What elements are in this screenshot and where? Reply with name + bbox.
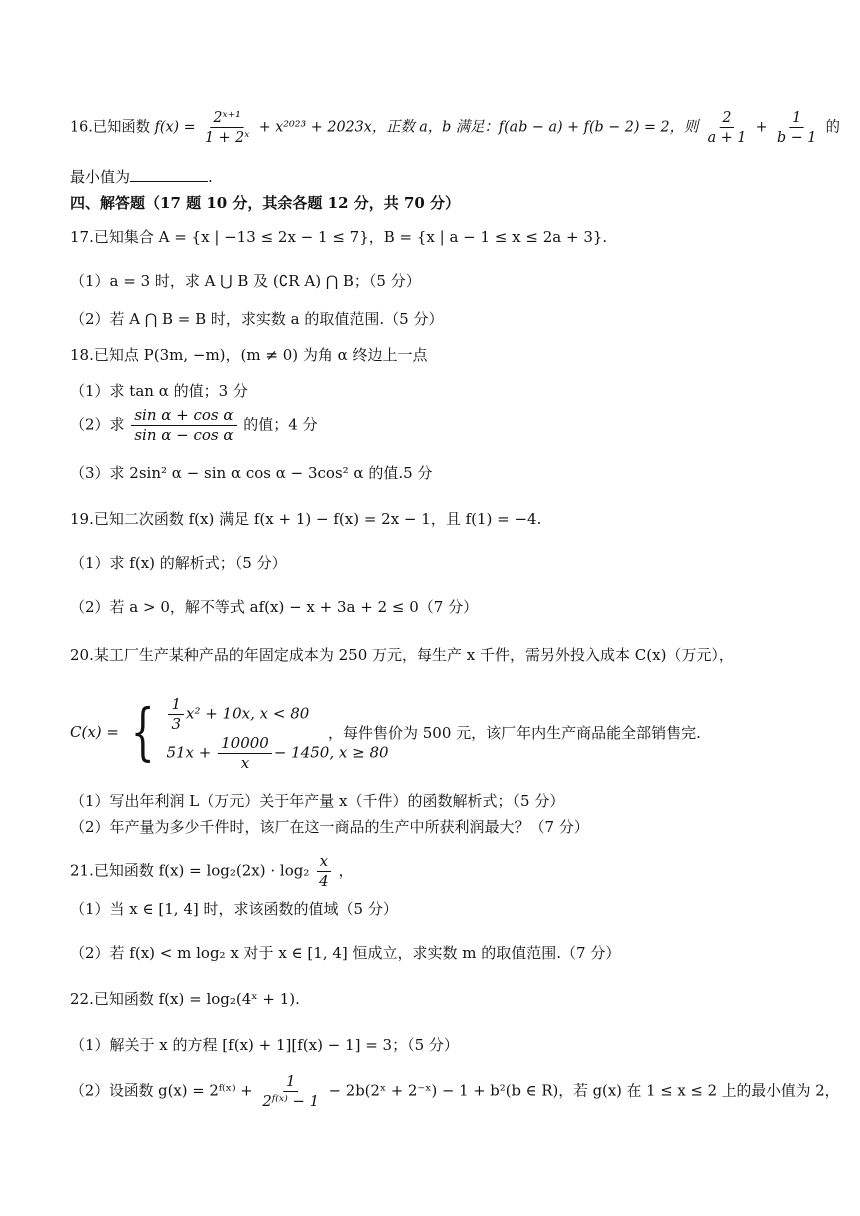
q16-line2-end: . (208, 168, 213, 186)
q22-part2-prefix: （2）设函数 g(x) = 2ᶠ⁽ˣ⁾ + (70, 1081, 253, 1100)
q16-rest: + x²⁰²³ + 2023x，正数 a，b 满足：f(ab − a) + f(b − 2) = 2，则 (258, 117, 699, 136)
q22-frac-den: 2ᶠ⁽ˣ⁾ − 1 (262, 1092, 320, 1110)
q16-fraction (202, 108, 252, 147)
q18-stem: 18.已知点 P(3m, −m)，(m ≠ 0) 为角 α 终边上一点 (70, 346, 428, 364)
q16-line2 (70, 166, 800, 188)
q16-plus: + (755, 117, 768, 136)
q20-stem: 20.某工厂生产某种产品的年固定成本为 250 万元，每生产 x 千件，需另外投入成本 C(x)（万元）， (70, 646, 734, 664)
q21-fraction (316, 852, 332, 891)
q18-part2-prefix: （2）求 (70, 415, 125, 434)
q20-part2: （2）年产量为多少千件时，该厂在这一商品的生产中所获利润最大？（7 分） (70, 818, 589, 836)
q20-case2-frac (218, 734, 272, 773)
q16-line1 (70, 108, 841, 147)
q16-func: f(x) = (154, 117, 196, 136)
answer-blank (130, 167, 208, 182)
q18-frac-den: sin α − cos α (134, 426, 234, 444)
q17-part1: （1）a = 3 时，求 A ⋃ B 及 (∁R A) ⋂ B；（5 分） (70, 272, 421, 290)
q17-part2: （2）若 A ⋂ B = B 时，求实数 a 的取值范围.（5 分） (70, 310, 444, 328)
q20-case2-pre: 51x + (166, 743, 212, 762)
q19-part1: （1）求 f(x) 的解析式；（5 分） (70, 554, 287, 572)
q21-part2: （2）若 f(x) < m log₂ x 对于 x ∈ [1, 4] 恒成立，求实数 m 的取值范围.（7 分） (70, 944, 621, 962)
q21-frac-num: x (317, 852, 331, 872)
q22-part1: （1）解关于 x 的方程 [f(x) + 1][f(x) − 1] = 3；（5 分） (70, 1036, 459, 1054)
q20-case1-den: 3 (171, 715, 181, 733)
q20-case1-num: 1 (168, 695, 184, 715)
q22-part2 (70, 1072, 840, 1111)
q20-case2-rest: − 1450, x ≥ 80 (273, 743, 389, 762)
q22-stem: 22.已知函数 f(x) = log₂(4ˣ + 1). (70, 990, 300, 1008)
q16-frac-num: 2ˣ⁺¹ (211, 108, 244, 128)
q22-frac-num: 1 (283, 1072, 298, 1092)
q20-case2-num: 10000 (218, 734, 272, 754)
q18-part3: （3）求 2sin² α − sin α cos α − 3cos² α 的值.5 分 (70, 464, 433, 482)
q18-frac-num: sin α + cos α (131, 406, 236, 426)
q18-part2 (70, 406, 800, 445)
q16-prefix: 16.已知函数 (70, 117, 151, 136)
q18-fraction (131, 406, 236, 445)
q19-stem: 19.已知二次函数 f(x) 满足 f(x + 1) − f(x) = 2x − 1，且 f(1) = −4. (70, 510, 542, 528)
q16-frac2-num: 2 (720, 108, 735, 128)
q22-part2-suffix: − 2b(2ˣ + 2⁻ˣ) − 1 + b²(b ∈ R)，若 g(x) 在 1 ≤ x ≤ 2 上的最小值为 2， (328, 1081, 840, 1100)
q16-frac3-num: 1 (789, 108, 804, 128)
q20-case2-den: x (240, 754, 250, 772)
q21-stem (70, 852, 800, 891)
q19-part2: （2）若 a > 0，解不等式 af(x) − x + 3a + 2 ≤ 0（7 分） (70, 598, 479, 616)
q20-note: ，每件售价为 500 元，该厂年内生产商品能全部销售完. (328, 724, 701, 742)
section-title: 四、解答题（17 题 10 分，其余各题 12 分，共 70 分） (70, 194, 461, 212)
q16-suffix: 的 (825, 117, 841, 136)
q20-case1-rest: x² + 10x, x < 80 (185, 704, 310, 723)
q16-fraction-3 (774, 108, 819, 147)
q17-stem: 17.已知集合 A = {x | −13 ≤ 2x − 1 ≤ 7}，B = {x | a − 1 ≤ x ≤ 2a + 3}. (70, 228, 608, 246)
q20-part1: （1）写出年利润 L（万元）关于年产量 x（千件）的函数解析式；（5 分） (70, 792, 565, 810)
q22-fraction (259, 1072, 322, 1111)
q16-frac-den: 1 + 2ˣ (204, 128, 250, 146)
q20-cx: C(x) = (70, 723, 119, 741)
q18-part1: （1）求 tan α 的值；3 分 (70, 382, 248, 400)
q16-frac3-den: b − 1 (777, 128, 817, 146)
q16-line2-text: 最小值为 (70, 168, 131, 186)
q21-frac-den: 4 (319, 872, 329, 890)
q18-part2-suffix: 的值；4 分 (243, 415, 318, 434)
q21-stem-suffix: ， (338, 861, 354, 880)
left-brace: { (130, 695, 155, 768)
q21-stem-prefix: 21.已知函数 f(x) = log₂(2x) · log₂ (70, 861, 310, 880)
q21-part1: （1）当 x ∈ [1, 4] 时，求该函数的值域（5 分） (70, 900, 398, 918)
q16-frac2-den: a + 1 (707, 128, 747, 146)
q20-case1-frac (168, 695, 184, 734)
q16-fraction-2 (705, 108, 749, 147)
